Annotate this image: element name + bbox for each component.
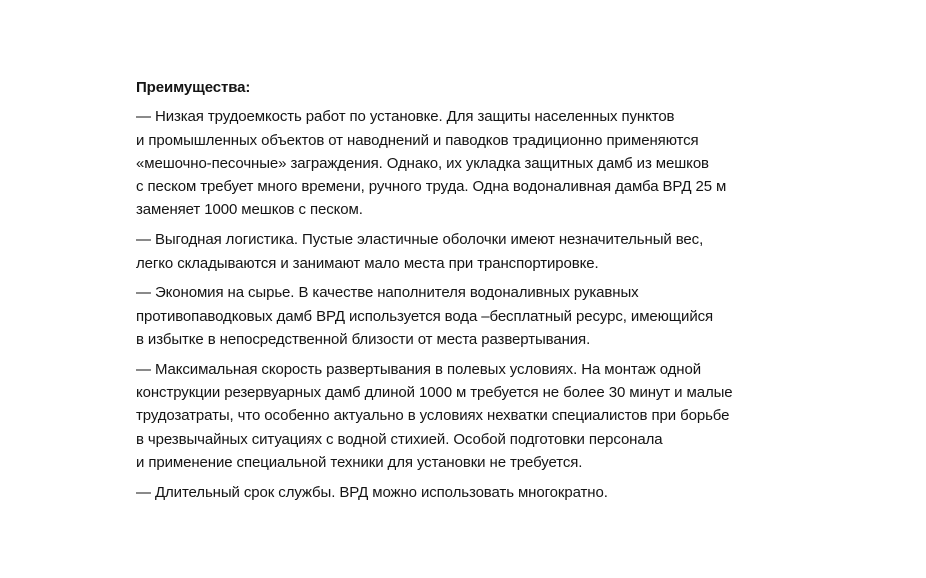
text-line: в чрезвычайных ситуациях с водной стихией. Особой подготовки персонала	[136, 430, 663, 448]
advantage-low-labor	[136, 105, 816, 221]
text-line: легко складываются и занимают мало места при транспортировке.	[136, 254, 599, 272]
advantage-service-life	[136, 481, 816, 504]
text-line: — Максимальная скорость развертывания в полевых условиях. На монтаж одной	[136, 360, 702, 378]
text-line: — Длительный срок службы. ВРД можно использовать многократно.	[136, 483, 608, 501]
text-line: с песком требует много времени, ручного труда. Одна водоналивная дамба ВРД 25 м	[136, 178, 727, 196]
text-line: — Низкая трудоемкость работ по установке. Для защиты населенных пунктов	[136, 108, 675, 126]
section-heading: Преимущества:	[136, 79, 251, 96]
advantages-section	[136, 76, 816, 511]
advantage-deployment-speed	[136, 358, 816, 474]
text-line: заменяет 1000 мешков с песком.	[136, 201, 363, 219]
text-line: и применение специальной техники для установки не требуется.	[136, 453, 583, 471]
advantage-logistics	[136, 228, 816, 275]
text-line: — Экономия на сырье. В качестве наполнителя водоналивных рукавных	[136, 284, 639, 302]
text-line: «мешочно-песочные» заграждения. Однако, их укладка защитных дамб из мешков	[136, 154, 709, 172]
text-line: конструкции резервуарных дамб длиной 1000 м требуется не более 30 минут и малые	[136, 384, 733, 402]
text-line: и промышленных объектов от наводнений и паводков традиционно применяются	[136, 131, 699, 149]
text-line: в избытке в непосредственной близости от места развертывания.	[136, 330, 591, 348]
advantage-raw-material-savings	[136, 281, 816, 351]
text-line: — Выгодная логистика. Пустые эластичные оболочки имеют незначительный вес,	[136, 231, 704, 249]
text-line: противопаводковых дамб ВРД используется вода –бесплатный ресурс, имеющийся	[136, 307, 714, 325]
text-line: трудозатраты, что особенно актуально в условиях нехватки специалистов при борьбе	[136, 407, 730, 425]
